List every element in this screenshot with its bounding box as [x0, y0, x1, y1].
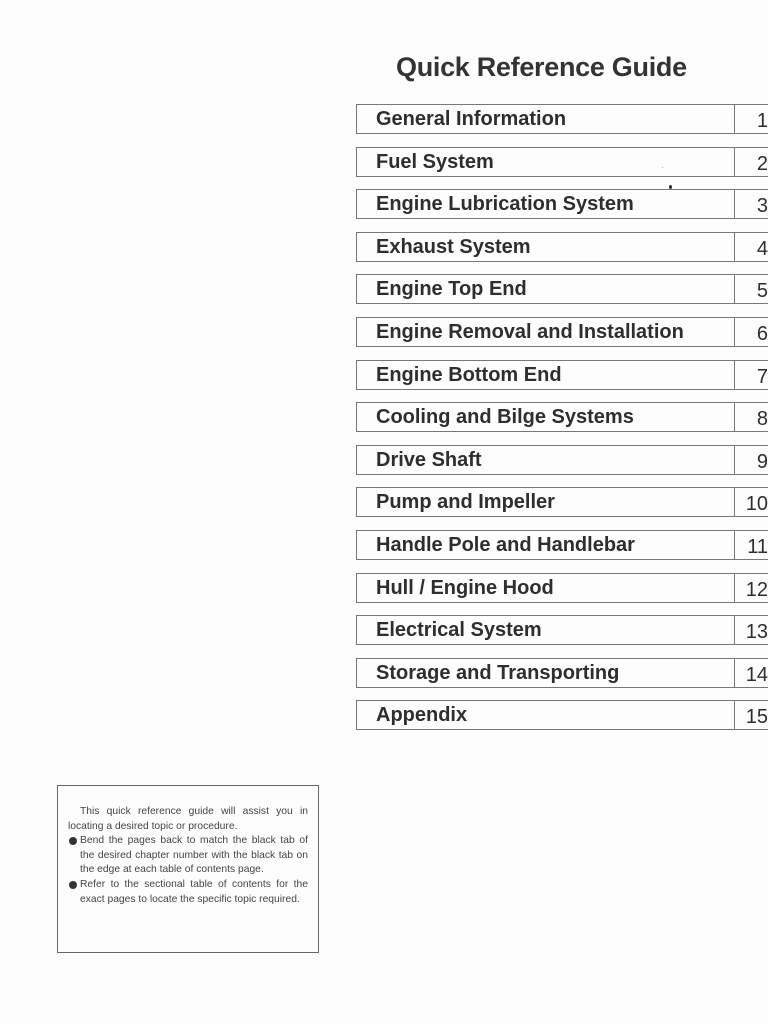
toc-item-engine-removal-and-installation[interactable] — [356, 317, 768, 347]
toc-tab-box — [734, 700, 768, 730]
toc-item-number: 10 — [745, 493, 768, 516]
bullet-dot-icon — [69, 881, 77, 889]
toc-item-number: 5 — [756, 280, 768, 303]
toc-item-number: 4 — [756, 237, 768, 260]
page-title: Quick Reference Guide — [396, 52, 687, 82]
toc-item-number: 7 — [756, 365, 768, 388]
toc-item-label: Exhaust System — [376, 235, 531, 258]
toc-label-box — [356, 445, 734, 475]
toc-item-label: Drive Shaft — [376, 448, 482, 471]
toc-label-box — [356, 189, 734, 219]
toc-label-box — [356, 360, 734, 390]
toc-item-number: 3 — [756, 195, 768, 218]
toc-item-label: Engine Top End — [376, 278, 527, 301]
toc-item-number: 15 — [745, 706, 768, 729]
toc-item-label: Cooling and Bilge Systems — [376, 406, 634, 429]
toc-label-box — [356, 104, 734, 134]
bullet-dot-icon — [69, 837, 77, 845]
toc-label-box — [356, 700, 734, 730]
toc-item-pump-and-impeller[interactable] — [356, 487, 768, 517]
toc-label-box — [356, 658, 734, 688]
toc-label-box — [356, 402, 734, 432]
toc-item-hull-engine-hood[interactable] — [356, 573, 768, 603]
toc-item-number: 14 — [745, 663, 768, 686]
toc-item-general-information[interactable] — [356, 104, 768, 134]
toc-item-appendix[interactable] — [356, 700, 768, 730]
toc-item-label: Appendix — [376, 704, 468, 727]
toc-item-number: 9 — [756, 450, 768, 473]
toc-tab-box — [734, 487, 768, 517]
toc-tab-box — [734, 530, 768, 560]
toc-item-engine-lubrication-system[interactable] — [356, 189, 768, 219]
toc-label-box — [356, 232, 734, 262]
toc-tab-box — [734, 189, 768, 219]
toc-label-box — [356, 317, 734, 347]
toc-tab-box — [734, 274, 768, 304]
toc-item-number: 8 — [756, 408, 768, 431]
toc-item-label: Engine Bottom End — [376, 363, 562, 386]
toc-tab-box — [734, 615, 768, 645]
toc-label-box — [356, 487, 734, 517]
toc-label-box — [356, 573, 734, 603]
toc-item-label: Handle Pole and Handlebar — [376, 533, 635, 556]
toc-item-label: Hull / Engine Hood — [376, 576, 554, 599]
toc-tab-box — [734, 232, 768, 262]
toc-item-number: 1 — [756, 110, 768, 132]
toc-tab-box — [734, 573, 768, 603]
toc-item-handle-pole-and-handlebar[interactable] — [356, 530, 768, 560]
toc-item-fuel-system[interactable] — [356, 147, 768, 177]
toc-item-number: 2 — [756, 152, 768, 175]
usage-note-bullet-text: Bend the pages back to match the black tab of the desired chapter number with the black tab on the edge at each table of contents page. — [80, 835, 308, 876]
toc-tab-box — [734, 317, 768, 347]
scan-speck — [662, 167, 663, 168]
toc-tab-box — [734, 147, 768, 177]
toc-item-number: 12 — [745, 578, 768, 601]
quick-reference-list — [356, 104, 768, 743]
toc-item-label: Engine Removal and Installation — [376, 320, 684, 343]
toc-item-label: General Information — [376, 108, 567, 130]
toc-item-storage-and-transporting[interactable] — [356, 658, 768, 688]
toc-item-label: Fuel System — [376, 150, 494, 173]
usage-note-box — [57, 785, 319, 953]
usage-note-intro: This quick reference guide will assist you in locating a desired topic or procedure. — [68, 806, 308, 832]
usage-note-bullet-text: Refer to the sectional table of contents for the exact pages to locate the specific topic required. — [80, 878, 308, 905]
toc-item-label: Storage and Transporting — [376, 661, 620, 684]
toc-item-label: Electrical System — [376, 619, 542, 642]
toc-item-label: Pump and Impeller — [376, 491, 555, 514]
toc-tab-box — [734, 360, 768, 390]
toc-item-electrical-system[interactable] — [356, 615, 768, 645]
toc-tab-box — [734, 104, 768, 134]
toc-tab-box — [734, 402, 768, 432]
usage-note-bullet — [68, 834, 308, 878]
toc-item-engine-top-end[interactable] — [356, 274, 768, 304]
toc-label-box — [356, 615, 734, 645]
toc-item-drive-shaft[interactable] — [356, 445, 768, 475]
toc-label-box — [356, 530, 734, 560]
usage-note-bullet — [68, 878, 308, 907]
toc-item-exhaust-system[interactable] — [356, 232, 768, 262]
toc-tab-box — [734, 445, 768, 475]
toc-tab-box — [734, 658, 768, 688]
toc-label-box — [356, 274, 734, 304]
toc-item-number: 6 — [756, 322, 768, 345]
toc-item-number: 13 — [745, 621, 768, 644]
toc-item-engine-bottom-end[interactable] — [356, 360, 768, 390]
toc-item-cooling-and-bilge-systems[interactable] — [356, 402, 768, 432]
toc-label-box — [356, 147, 734, 177]
toc-item-number: 11 — [747, 535, 768, 558]
scan-speck — [669, 185, 672, 189]
toc-item-label: Engine Lubrication System — [376, 193, 634, 216]
